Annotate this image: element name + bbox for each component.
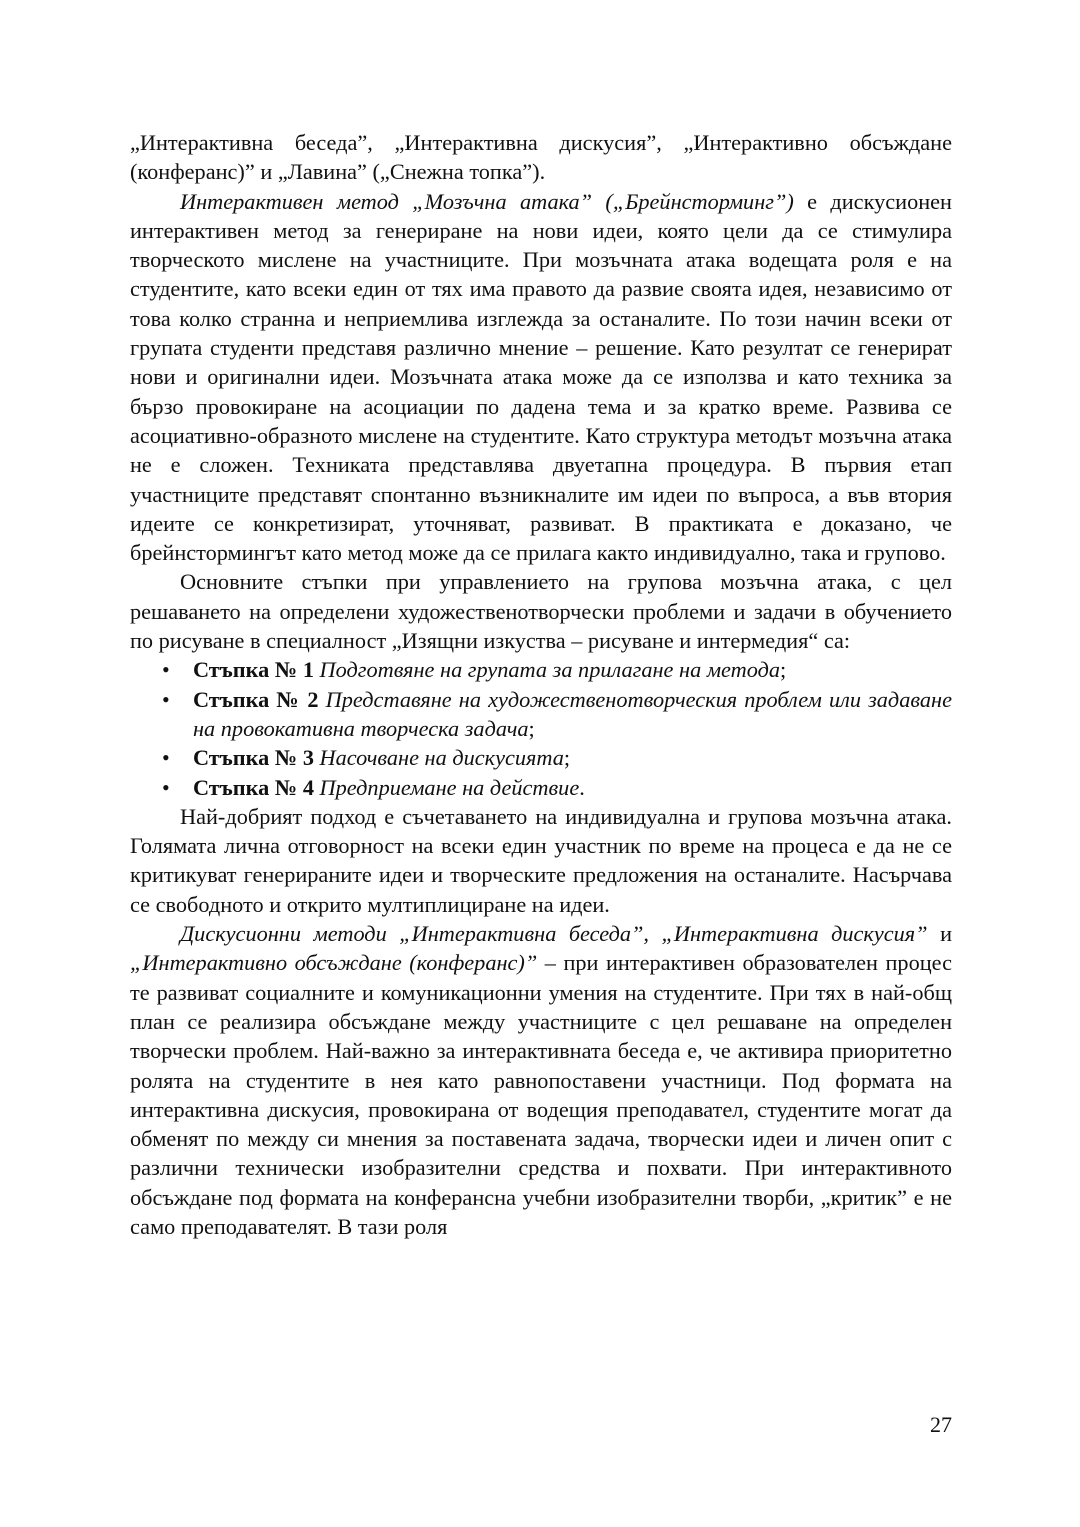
paragraph-best-approach: Най-добрият подход е съчетаването на индивидуална и групова мозъчна атака. Голямата лична отговорност на всеки един участник по време на процеса е да не се критикуват генерираните идеи и творческите предложения на останалите. Насърчава се свободното и открито мултиплициране на идеи. xyxy=(130,803,952,917)
step-punctuation: ; xyxy=(528,715,535,741)
bullet-icon: • xyxy=(162,657,170,683)
paragraph-discussion-text: – при интерактивен образователен процес те развиват социалните и комуникационни умения на студентите. При тях в най-общ план се реализира обсъждане между участниците с цел решаване на определен творчески проблем. Най-важно за интерактивната беседа е, че активира приоритетно ролята на студентите в нея като равнопоставени участници. Под формата на интерактивна дискусия, провокирана от водещия преподавател, студентите могат да обменят по между си мнения за поставената задача, творчески идеи и личен опит с различни технически изобразителни средства и похвати. При интерактивното обсъждане под формата на конферансна учебни изобразителни творби, „критик” е не само преподавателят. В тази роля xyxy=(130,950,952,1239)
step-text: Подготвяне на групата за прилагане на метода xyxy=(319,657,781,683)
step-label: Стъпка № 4 xyxy=(193,774,314,800)
conjunction: и xyxy=(927,921,952,947)
paragraph-intro: „Интерактивна беседа”, „Интерактивна дискусия”, „Интерактивно обсъждане (конферанс)” и „Лавина” („Снежна топка”). xyxy=(130,130,952,185)
paragraph-brainstorming-text: е дискусионен интерактивен метод за генериране на нови идеи, която цели да се стимулира творческото мислене на участниците. При мозъчната атака водещата роля е на студентите, като всеки един от тях има правото да развие своята идея, независимо от това колко странна и неприемлива изглежда за останалите. По този начин всеки от групата студенти представя различно мнение – решение. Като резултат се генерират нови и оригинални идеи. Мозъчната атака може да се използва и като техника за бързо провокиране на асоциации по дадена тема и за кратко време. Развива се асоциативно-образното мислене на студентите. Като структура методът мозъчна атака не е сложен. Техниката представлява двуетапна процедура. В първия етап участниците представят спонтанно възникналите им идеи по въпроса, а във втория идеите се конкретизират, уточняват, развиват. В практиката е доказано, че брейнстормингът като метод може да се прилага както индивидуално, така и групово. xyxy=(130,188,952,566)
paragraph-steps-intro: Основните стъпки при управлението на групова мозъчна атака, с цел решаването на определени художественотворчески проблеми и задачи в обучението по рисуване в специалност „Изящни изкуства – рисуване и интермедия“ са: xyxy=(130,569,952,654)
list-item xyxy=(130,743,952,772)
method-name-brainstorming: Интерактивен метод „Мозъчна атака” („Брейнсторминг”) xyxy=(180,188,794,214)
step-punctuation: ; xyxy=(563,745,571,771)
step-label: Стъпка № 2 xyxy=(193,686,319,712)
step-label: Стъпка № 1 xyxy=(193,657,314,683)
bullet-icon: • xyxy=(162,774,170,800)
step-label: Стъпка № 3 xyxy=(193,745,314,771)
step-text: Предприемане на действие xyxy=(319,774,580,800)
step-text: Насочване на дискусията xyxy=(319,745,564,771)
bullet-icon: • xyxy=(162,745,170,771)
step-punctuation: . xyxy=(579,774,585,800)
bullet-icon: • xyxy=(162,686,170,712)
paragraph-discussion-methods xyxy=(130,919,952,1241)
document-body xyxy=(130,128,952,1241)
step-text: Представяне на художественотворческия проблем или задаване на провокативна творческа задача xyxy=(193,686,952,741)
paragraph-brainstorming xyxy=(130,187,952,568)
step-punctuation: ; xyxy=(780,657,787,683)
list-item xyxy=(130,773,952,802)
list-item xyxy=(130,655,952,684)
list-item xyxy=(130,685,952,744)
method-name-conference: „Интерактивно обсъждане (конферанс)” xyxy=(130,950,538,976)
steps-list xyxy=(130,655,952,801)
method-name-discussion: Дискусионни методи „Интерактивна беседа”, „Интерактивна дискусия” xyxy=(180,921,928,947)
page-number: 27 xyxy=(930,1412,952,1437)
